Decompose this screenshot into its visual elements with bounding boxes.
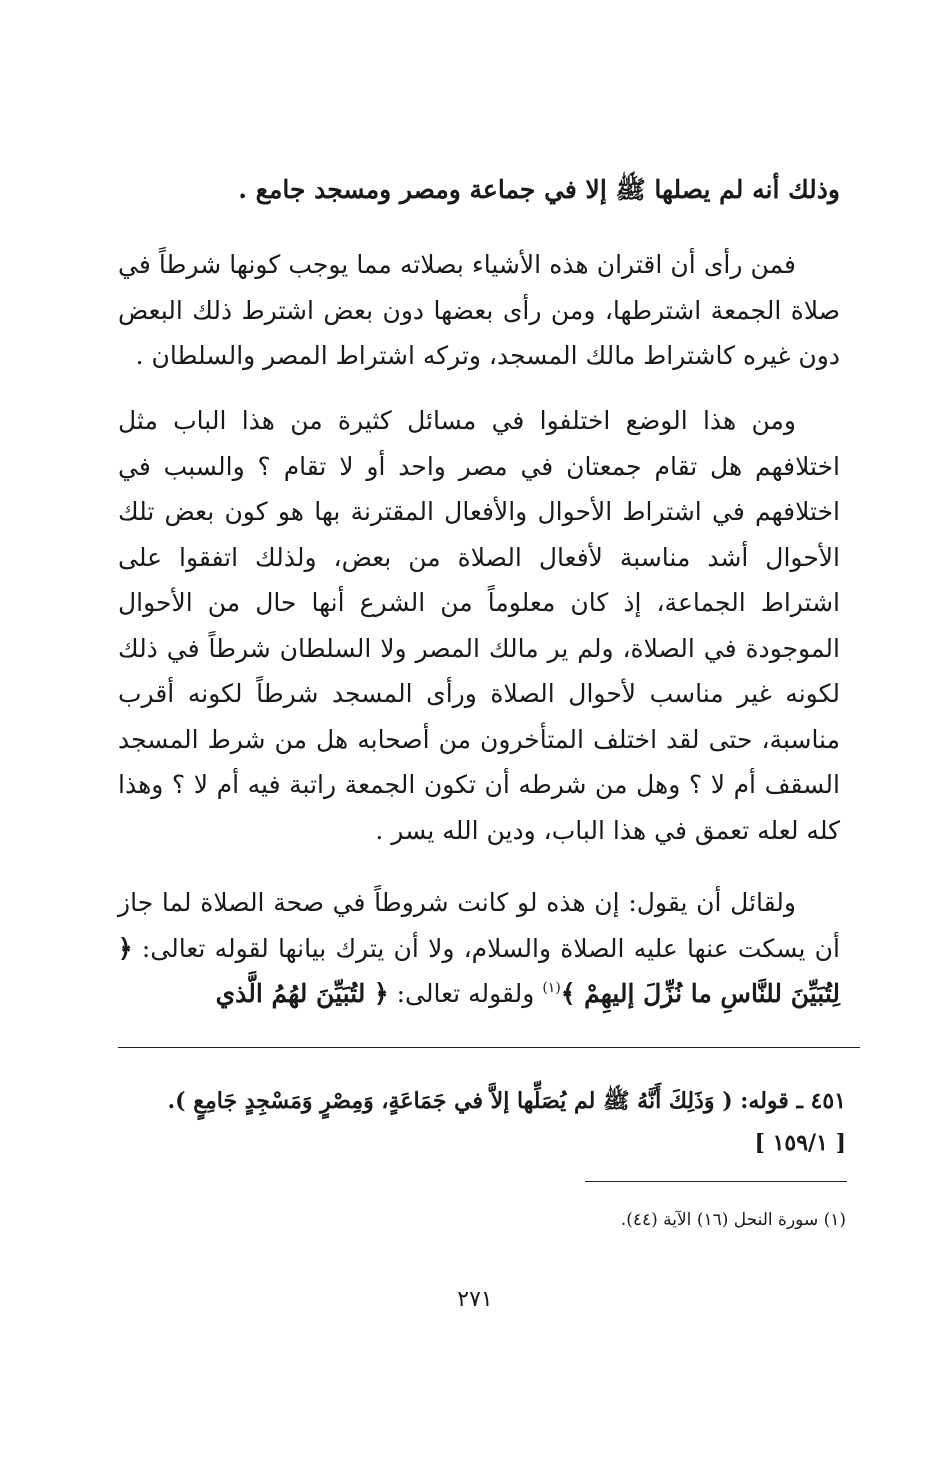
paragraph-3-text: ولقائل أن يقول: إن هذه لو كانت شروطاً في صحة الصلاة لما جاز أن يسكت عنها عليه الصلاة والسلام، ولا أن يترك بيانها لقوله تعالى: [118, 888, 840, 963]
footnote-divider [585, 1181, 847, 1182]
commentary-label: ٤٥١ ـ قوله: [740, 1088, 846, 1114]
quran-quote-1: ﴿ لِتُبَيِّنَ للنَّاسِ ما نُزِّلَ إليهِمْ ﴾ [118, 933, 840, 1008]
commentary-note [118, 1080, 846, 1164]
commentary-text: ( وَذَلِكَ أَنَّهُ ﷺ لم يُصَلِّها إلاَّ في جَمَاعَةٍ، وَمِصْرٍ وَمَسْجِدٍ جَامِعٍ ). [167, 1088, 733, 1114]
page-number: ٢٧١ [457, 1287, 493, 1312]
commentary-citation: [ ١٥٩/١ ] [754, 1130, 846, 1156]
quran-quote-2: ﴿ لتُبَيِّنَ لهُمُ الَّذي [215, 979, 389, 1008]
paragraph-2: ومن هذا الوضع اختلفوا في مسائل كثيرة من هذا الباب مثل اختلافهم هل تقام جمعتان في مصر واحد أو لا تقام ؟ والسبب في اختلافهم في اشتراط الأحوال والأفعال المقترنة بها هو كون بعض تلك الأحوال أشد مناسبة لأفعال الصلاة من بعض، ولذلك اتفقوا على اشتراط الجماعة، إذ كان معلوماً من الشرع أنها حال من الأحوال الموجودة في الصلاة، ولم ير مالك المصر ولا السلطان شرطاً في ذلك لكونه غير مناسب لأحوال الصلاة ورأى المسجد شرطاً لكونه أقرب مناسبة، حتى لقد اختلف المتأخرون من أصحابه هل من شرط المسجد السقف أم لا ؟ وهل من شرطه أن تكون الجمعة راتبة فيه أم لا ؟ وهذا كله لعله تعمق في هذا الباب، ودين الله يسر . [118, 406, 840, 845]
main-text-divider [118, 1047, 860, 1048]
paragraph-3-connector: ولقوله تعالى: [396, 979, 535, 1008]
footnote-1: (١) سورة النحل (١٦) الآية (٤٤). [620, 1210, 846, 1230]
paragraph-3 [118, 880, 840, 1017]
paragraph-1: فمن رأى أن اقتران هذه الأشياء بصلاته مما يوجب كونها شرطاً في صلاة الجمعة اشترطها، ومن رأى بعضها دون بعض اشترط ذلك البعض دون غيره كاشتراط مالك المسجد، وتركه اشتراط المصر والسلطان . [118, 250, 840, 370]
footnote-ref-1[interactable]: (١) [542, 980, 561, 996]
page-heading: وذلك أنه لم يصلها ﷺ إلا في جماعة ومصر ومسجد جامع . [238, 175, 840, 204]
